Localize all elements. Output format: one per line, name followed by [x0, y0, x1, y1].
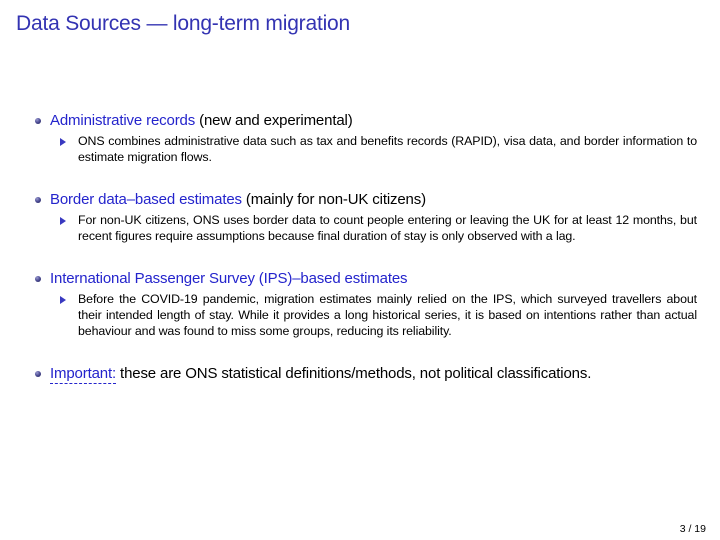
ball-bullet-icon — [35, 371, 41, 377]
bullet-heading-row — [35, 365, 697, 382]
bullet-heading-row — [35, 191, 697, 208]
bullet-group-administrative-records — [35, 112, 697, 165]
heading-blue-text: International Passenger Survey (IPS)–based estimates — [50, 270, 408, 288]
sub-bullet-row — [60, 213, 697, 244]
triangle-bullet-icon — [60, 217, 66, 225]
sub-bullet-text: Before the COVID-19 pandemic, migration estimates mainly relied on the IPS, which surveyed travellers about their intended length of stay. While it provides a long historical series, it is based on intentions rather than actual behaviour and was found to miss some groups, reducing its reliability. — [78, 292, 697, 338]
triangle-bullet-icon — [60, 138, 66, 146]
heading-suffix-text: (mainly for non-UK citizens) — [241, 191, 426, 209]
sub-bullet-row — [60, 134, 697, 165]
triangle-bullet-icon — [60, 296, 66, 304]
page-number: 3 / 19 — [679, 523, 706, 535]
bullet-heading-row — [35, 112, 697, 129]
sub-bullet-row — [60, 292, 697, 339]
heading-suffix-text: these are ONS statistical definitions/methods, not political classifications. — [116, 365, 592, 383]
bullet-heading — [50, 365, 591, 382]
heading-blue-text: Important: — [50, 365, 117, 383]
bullet-group-ips — [35, 270, 697, 339]
bullet-heading-row — [35, 270, 697, 287]
bullet-group-border-data — [35, 191, 697, 244]
heading-blue-text: Administrative records — [50, 112, 196, 129]
heading-blue-text: Border data–based estimates — [50, 191, 242, 209]
ball-bullet-icon — [35, 118, 41, 124]
ball-bullet-icon — [35, 197, 41, 203]
bullet-heading — [50, 270, 407, 287]
sub-bullet-text: ONS combines administrative data such as tax and benefits records (RAPID), visa data, and border information to estimate migration flows. — [78, 134, 697, 164]
bullet-heading — [50, 191, 426, 208]
bullet-heading — [50, 112, 353, 129]
sub-bullet-text: For non-UK citizens, ONS uses border data to count people entering or leaving the UK for at least 12 months, but recent figures require assumptions because final duration of stay is only observed with a lag. — [78, 213, 697, 243]
heading-suffix-text: (new and experimental) — [195, 112, 353, 129]
slide-content — [35, 112, 697, 408]
slide-title: Data Sources — long-term migration — [16, 12, 350, 35]
bullet-group-important-note — [35, 365, 697, 382]
ball-bullet-icon — [35, 276, 41, 282]
